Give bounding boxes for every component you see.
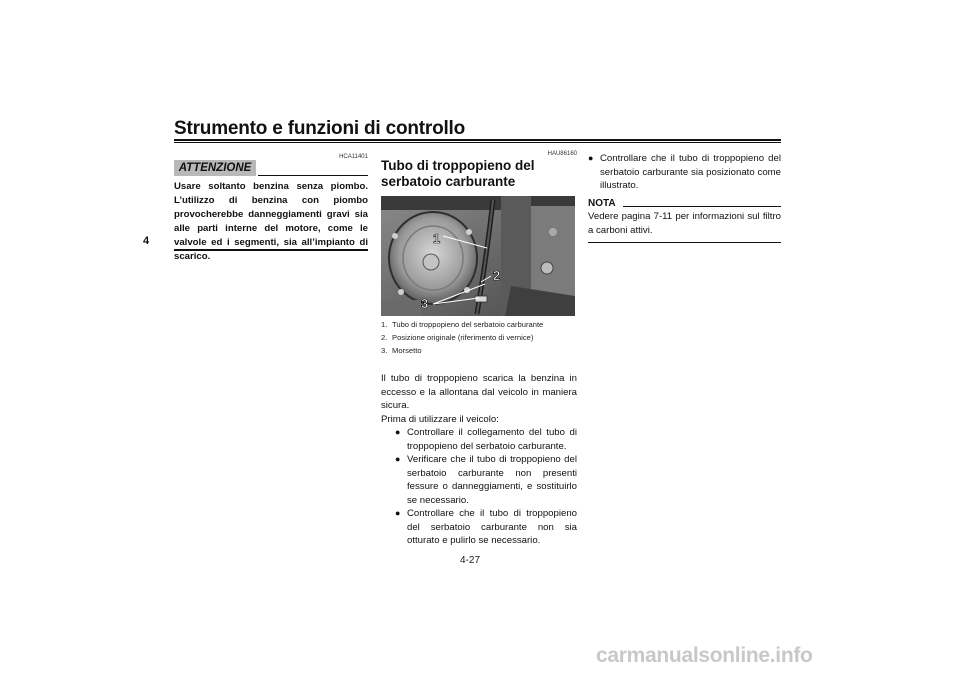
list-item-text: Controllare che il tubo di troppopieno del serbatoio carburante sia posizionato come illustrato. [600,153,781,191]
caption-item [381,333,577,344]
figure-label-1: 1 [433,231,441,246]
chapter-tab: 4 [143,235,150,247]
warning-rule [258,175,368,176]
caption-number: 3. [381,346,388,355]
note-text: Vedere pagina 7-11 per informazioni sul filtro a carboni attivi. [588,211,781,236]
list-item [395,453,577,507]
note-end-rule [588,242,781,243]
watermark: carmanualsonline.info [596,644,813,667]
section-title: Tubo di troppopieno del serbatoio carburante [381,158,535,189]
caption-item [381,346,577,357]
caption-text: Morsetto [392,346,422,355]
caption-text: Tubo di troppopieno del serbatoio carburante [392,320,544,329]
caption-item [381,320,577,331]
header-rule-thin [174,142,781,143]
list-item-text: Verificare che il tubo di troppopieno del serbatoio carburante non presenti fessure o danneggiamenti, e sostituirlo se necessario. [407,454,577,506]
check-list-continued [588,152,781,193]
list-item [588,152,781,193]
list-item [395,507,577,548]
figure-label-2: 2 [493,268,501,283]
list-item-text: Controllare che il tubo di troppopieno del serbatoio carburante non sia otturato e pulirlo se necessario. [407,508,577,546]
bullet-icon: ● [395,508,401,518]
bullet-icon: ● [588,153,594,163]
caption-number: 1. [381,320,388,329]
list-item-text: Controllare il collegamento del tubo di troppopieno del serbatoio carburante. [407,427,577,452]
intro-paragraph: Il tubo di troppopieno scarica la benzina in eccesso e la allontana dal veicolo in maniera sicura. [381,373,577,411]
engine-photo [381,196,575,316]
warning-code: HCA11401 [339,154,368,160]
caption-text: Posizione originale (riferimento di vernice) [392,333,534,342]
page-title: Strumento e funzioni di controllo [174,118,466,139]
check-list [381,426,577,548]
page-number: 4-27 [460,555,481,566]
section-code: HAU86160 [547,151,577,157]
continued-list [588,152,781,193]
note-rule [623,206,781,207]
warning-badge: ATTENZIONE [174,160,256,176]
figure-captions [381,320,577,359]
engine-illustration [381,196,575,316]
note-title: NOTA [588,198,616,209]
warning-end-rule [174,249,368,251]
bullet-icon: ● [395,427,401,437]
before-use-label: Prima di utilizzare il veicolo: [381,413,499,425]
list-item [395,426,577,453]
section-body [381,372,577,548]
header-rule [174,139,781,141]
caption-number: 2. [381,333,388,342]
warning-text: Usare soltanto benzina senza piombo. L’utilizzo di benzina con piombo provocherebbe danneggiamenti gravi sia alle parti interne del motore, come le valvole ed i segmenti, sia all’impianto di scarico. [174,181,368,262]
bullet-icon: ● [395,454,401,464]
figure-label-3: 3 [421,296,429,311]
